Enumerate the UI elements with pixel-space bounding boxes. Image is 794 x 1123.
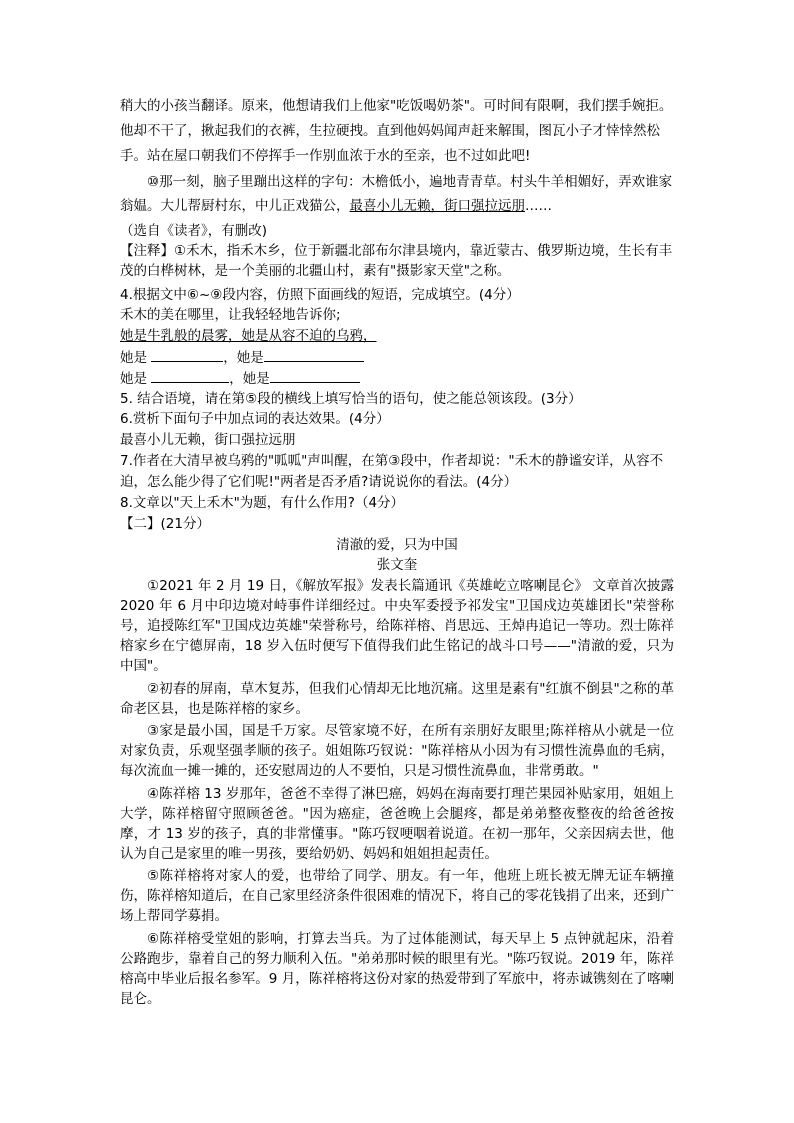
fill-label: 她是 xyxy=(120,371,147,387)
fill-label: ，她是 xyxy=(229,371,270,387)
article-paragraph-3: ③家是最小国，国是千万家。尽管家境不好，在所有亲朋好友眼里;陈祥榕从小就是一位对家负责，乐观坚强孝顺的孩子。姐姐陈巧钗说："陈祥榕从小因为有习惯性流鼻血的毛病，每次流血一摊一摊的，还安慰周边的人不要怕，只是习惯性流鼻血，非常勇敢。" xyxy=(120,723,674,779)
underlined-phrase: 最喜小儿无赖，街口强拉远朋 xyxy=(349,198,525,214)
article-paragraph-2: ②初春的屏南，草木复苏，但我们心情却无比地沉痛。这里是素有"红旗不倒县"之称的革命老区县，也是陈祥榕的家乡。 xyxy=(120,681,674,717)
article-paragraph-6: ⑥陈祥榕受堂姐的影响，打算去当兵。为了过体能测试，每天早上 5 点钟就起床，沿着公路跑步，靠着自己的努力顺利入伍。"弟弟那时候的眼里有光。"陈巧钗说。2019 年，陈祥榕高中毕业后报名参军。9 月，陈祥榕将这份对家的热爱带到了军旅中，将赤诚镌刻在了喀喇昆仑。 xyxy=(120,931,674,1007)
question-7: 7.作者在大清早被乌鸦的"呱呱"声叫醒，在第③段中，作者却说："禾木的静谧安详，从容不迫，怎么能少得了它们呢!"两者是否矛盾?请说说你的看法。(4分） xyxy=(120,453,664,490)
q4-line-2: 她是牛乳般的晨雾，她是从容不迫的乌鸦， xyxy=(120,328,377,344)
q4-fill-line-2 xyxy=(120,368,680,389)
answer-blank[interactable] xyxy=(270,368,360,383)
answer-blank[interactable] xyxy=(151,368,229,383)
article-title: 清澈的爱，只为中国 xyxy=(336,537,458,553)
annotation-note: 【注释】①禾木，指禾木乡，位于新疆北部布尔津县境内，靠近蒙古、俄罗斯边境，生长有丰茂的白桦树林，是一个美丽的北疆山村，素有"摄影家天堂"之称。 xyxy=(120,243,673,279)
answer-blank[interactable] xyxy=(264,347,364,362)
q4-line-1: 禾木的美在哪里，让我轻轻地告诉你; xyxy=(120,307,341,323)
paragraph: 稍大的小孩当翻译。原来，他想请我们上他家"吃饭喝奶茶"。可时间有限啊，我们摆手婉拒。他却不干了，揪起我们的衣裤，生拉硬拽。直到他妈妈闻声赶来解围，图瓦小子才悻悻然松手。站在屋口朝我们不停挥手一作别血浓于水的至亲，也不过如此吧! xyxy=(120,98,673,164)
question-6: 6.赏析下面句子中加点词的表达效果。(4分） xyxy=(120,411,390,427)
section-heading: 【二】(21分） xyxy=(120,516,210,532)
question-5: 5. 结合语境，请在第⑤段的横线上填写恰当的语句，使之能总领该段。(3分） xyxy=(120,391,582,407)
question-4: 4.根据文中⑥~⑨段内容，仿照下面画线的短语，完成填空。(4分） xyxy=(120,287,520,303)
fill-label: ，她是 xyxy=(223,350,264,366)
article-paragraph-4: ④陈祥榕 13 岁那年，爸爸不幸得了淋巴癌，妈妈在海南要打理芒果园补贴家用，姐姐上大学，陈祥榕留守照顾爸爸。"因为癌症，爸爸晚上会腿疼，都是弟弟整夜整夜的给爸爸按摩，才 13 岁的孩子，真的非常懂事。"陈巧钗哽咽着说道。在初一那年，父亲因病去世，他认为自己是家里的唯一男孩，要给奶奶、妈妈和姐姐担起责任。 xyxy=(120,786,674,862)
q4-fill-line-1 xyxy=(120,347,680,368)
paragraph-text: ⑩那一刻，脑子里蹦出这样的字句：木檐低小，遍地青青草。村头牛羊相媚好，弄欢谁家翁媪。大儿帮厨村东，中儿正戏猫公， xyxy=(120,174,673,214)
ellipsis: …… xyxy=(525,198,552,214)
source-note: （选自《读者》，有删改) xyxy=(120,223,268,239)
article-author: 张文奎 xyxy=(376,557,418,573)
answer-blank[interactable] xyxy=(151,347,223,362)
question-6-sentence: 最喜小儿无赖，街口强拉远朋 xyxy=(120,432,296,448)
question-8: 8.文章以"天上禾木"为题，有什么作用?（4分） xyxy=(120,495,405,511)
fill-label: 她是 xyxy=(120,350,147,366)
paragraph-10 xyxy=(120,170,674,218)
article-paragraph-5: ⑤陈祥榕将对家人的爱，也带给了同学、朋友。有一年，他班上班长被无牌无证车辆撞伤，陈祥榕知道后，在自己家里经济条件很困难的情况下，将自己的零花钱捐了出来，还到广场上帮同学募捐。 xyxy=(120,868,674,924)
article-paragraph-1: ①2021 年 2 月 19 日，《解放军报》发表长篇通讯《英雄屹立喀喇昆仑》 文章首次披露 2020 年 6 月中印边境对峙事件详细经过。中央军委授予祁发宝"卫国戍边英雄团长"荣誉称号，追授陈红军"卫国戍边英雄"荣誉称号，给陈祥榕、肖思远、王焯冉追记一等功。烈士陈祥榕家乡在宁德屏南，18 岁入伍时便写下值得我们此生铭记的战斗口号——"清澈的爱，只为中国"。 xyxy=(120,578,674,674)
